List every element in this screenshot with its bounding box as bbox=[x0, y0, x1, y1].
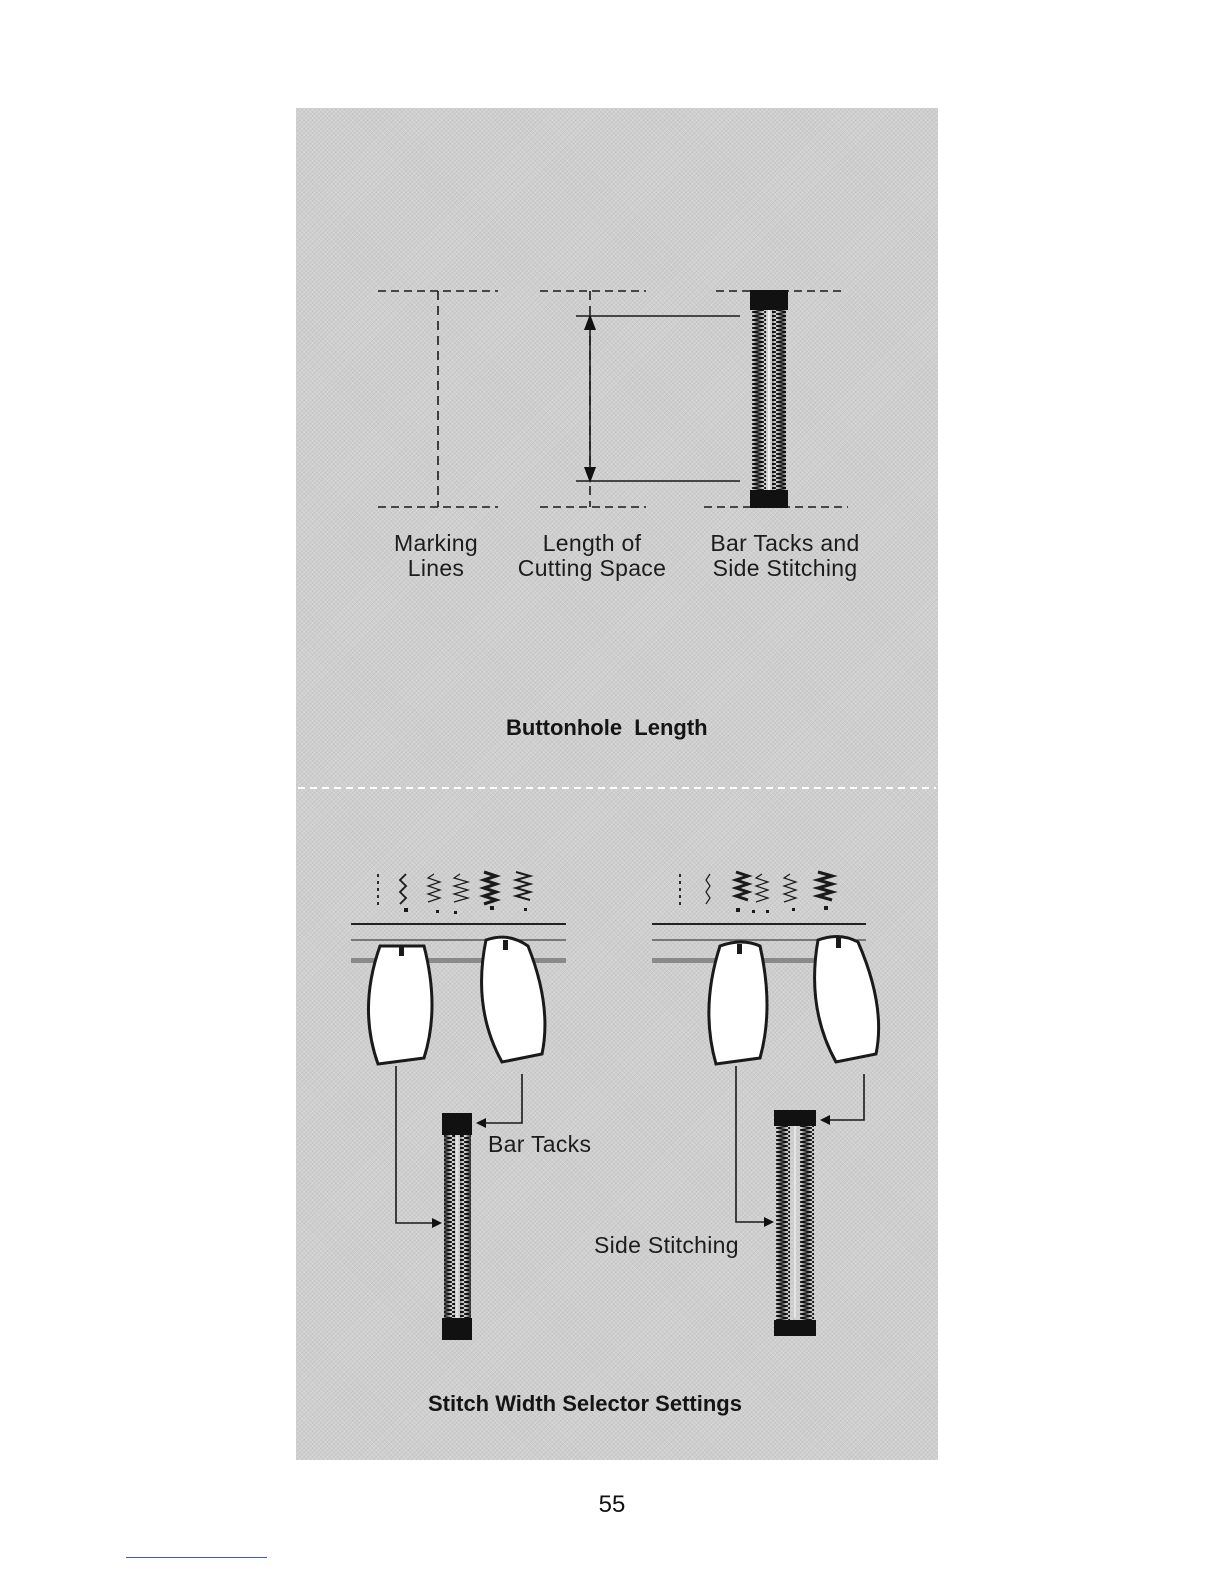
finished-buttonhole-diagram bbox=[704, 290, 848, 508]
stitch-width-dial-right-b bbox=[815, 936, 879, 1062]
stitch-symbols-left bbox=[378, 872, 530, 908]
stitch-symbols-right bbox=[680, 872, 832, 908]
stitch-dots-right bbox=[736, 906, 828, 913]
label-bar-tacks: Bar Tacks bbox=[488, 1131, 592, 1157]
cutting-space-diagram bbox=[540, 291, 740, 507]
label-marking-lines: Marking Lines bbox=[394, 530, 478, 581]
label-side-stitching: Side Stitching bbox=[594, 1232, 739, 1258]
marking-lines-diagram bbox=[378, 291, 498, 507]
stitch-width-dial-left-a bbox=[368, 946, 432, 1064]
caption-buttonhole-length: Buttonhole Length bbox=[506, 715, 708, 740]
label-length-of-cutting-space: Length of Cutting Space bbox=[517, 530, 667, 581]
page-number: 55 bbox=[598, 1491, 626, 1518]
buttonhole-right bbox=[774, 1110, 816, 1336]
caption-stitch-width-selector-settings: Stitch Width Selector Settings bbox=[428, 1391, 742, 1416]
illustration-panel bbox=[296, 108, 938, 1460]
footer-rule bbox=[126, 1557, 267, 1558]
stitch-width-dial-left-b bbox=[482, 937, 545, 1062]
label-bar-tacks-and-side-stitching: Bar Tacks and Side Stitching bbox=[710, 530, 860, 581]
buttonhole-left bbox=[442, 1113, 472, 1340]
stitch-dots-left bbox=[404, 906, 527, 914]
stitch-width-dial-right-a bbox=[709, 942, 767, 1064]
